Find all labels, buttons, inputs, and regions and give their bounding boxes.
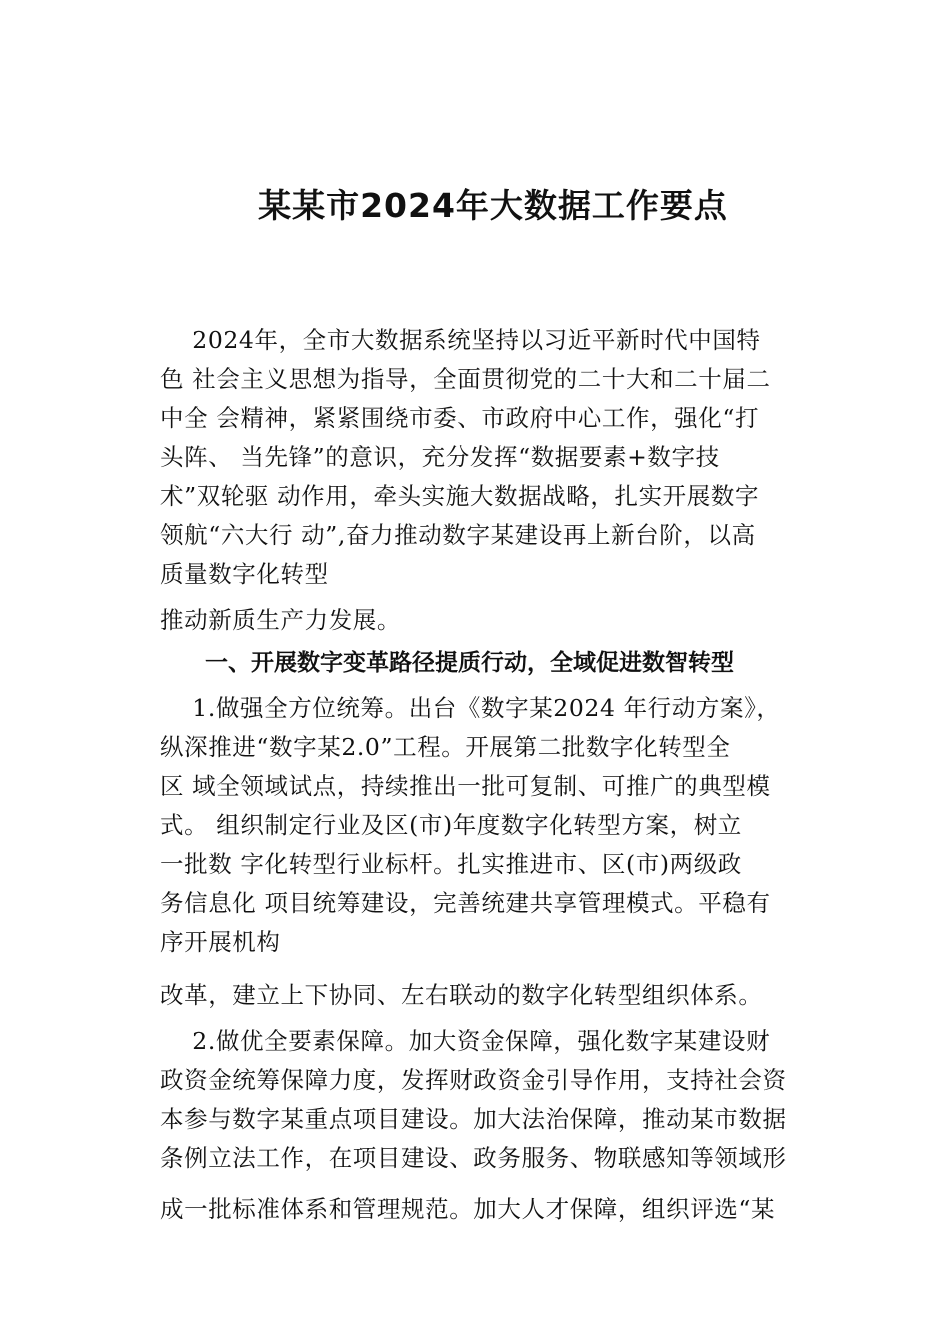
paragraph-line: 1.做强全方位统筹。出台《数字某2024 年行动方案》， bbox=[160, 694, 781, 722]
paragraph-line: 务信息化 项目统筹建设，完善统建共享管理模式。平稳有 bbox=[160, 889, 771, 917]
paragraph-line: 条例立法工作，在项目建设、政务服务、物联感知等领域形 bbox=[160, 1144, 787, 1172]
section-heading: 一、开展数字变革路径提质行动，全域促进数智转型 bbox=[205, 650, 734, 676]
paragraph-line: 成一批标准体系和管理规范。加大人才保障，组织评选“某 bbox=[160, 1195, 776, 1223]
intro-line: 推动新质生产力发展。 bbox=[160, 606, 401, 634]
intro-line: 色 社会主义思想为指导，全面贯彻党的二十大和二十届二 bbox=[160, 365, 771, 393]
paragraph-line: 2.做优全要素保障。加大资金保障，强化数字某建设财 bbox=[160, 1027, 771, 1055]
intro-line: 头阵、 当先锋”的意识，充分发挥“数据要素+数字技 bbox=[160, 443, 720, 471]
intro-line: 领航“六大行 动”,奋力推动数字某建设再上新台阶，以高 bbox=[160, 521, 756, 549]
intro-line: 质量数字化转型 bbox=[160, 560, 329, 588]
paragraph-line: 本参与数字某重点项目建设。加大法治保障，推动某市数据 bbox=[160, 1105, 787, 1133]
intro-line: 中全 会精神，紧紧围绕市委、市政府中心工作，强化“打 bbox=[160, 404, 760, 432]
paragraph-line: 式。 组织制定行业及区(市)年度数字化转型方案，树立 bbox=[160, 811, 742, 839]
paragraph-line: 序开展机构 bbox=[160, 928, 281, 956]
paragraph-line: 改革，建立上下协同、左右联动的数字化转型组织体系。 bbox=[160, 981, 763, 1009]
paragraph-line: 政资金统筹保障力度，发挥财政资金引导作用，支持社会资 bbox=[160, 1066, 787, 1094]
intro-line: 2024年，全市大数据系统坚持以习近平新时代中国特 bbox=[160, 326, 761, 354]
paragraph-line: 区 域全领域试点，持续推出一批可复制、可推广的典型模 bbox=[160, 772, 771, 800]
intro-line: 术”双轮驱 动作用，牵头实施大数据战略，扎实开展数字 bbox=[160, 482, 760, 510]
paragraph-line: 一批数 字化转型行业标杆。扎实推进市、区(市)两级政 bbox=[160, 850, 742, 878]
document-title: 某某市2024年大数据工作要点 bbox=[258, 186, 728, 225]
paragraph-line: 纵深推进“数字某2.0”工程。开展第二批数字化转型全 bbox=[160, 733, 731, 761]
